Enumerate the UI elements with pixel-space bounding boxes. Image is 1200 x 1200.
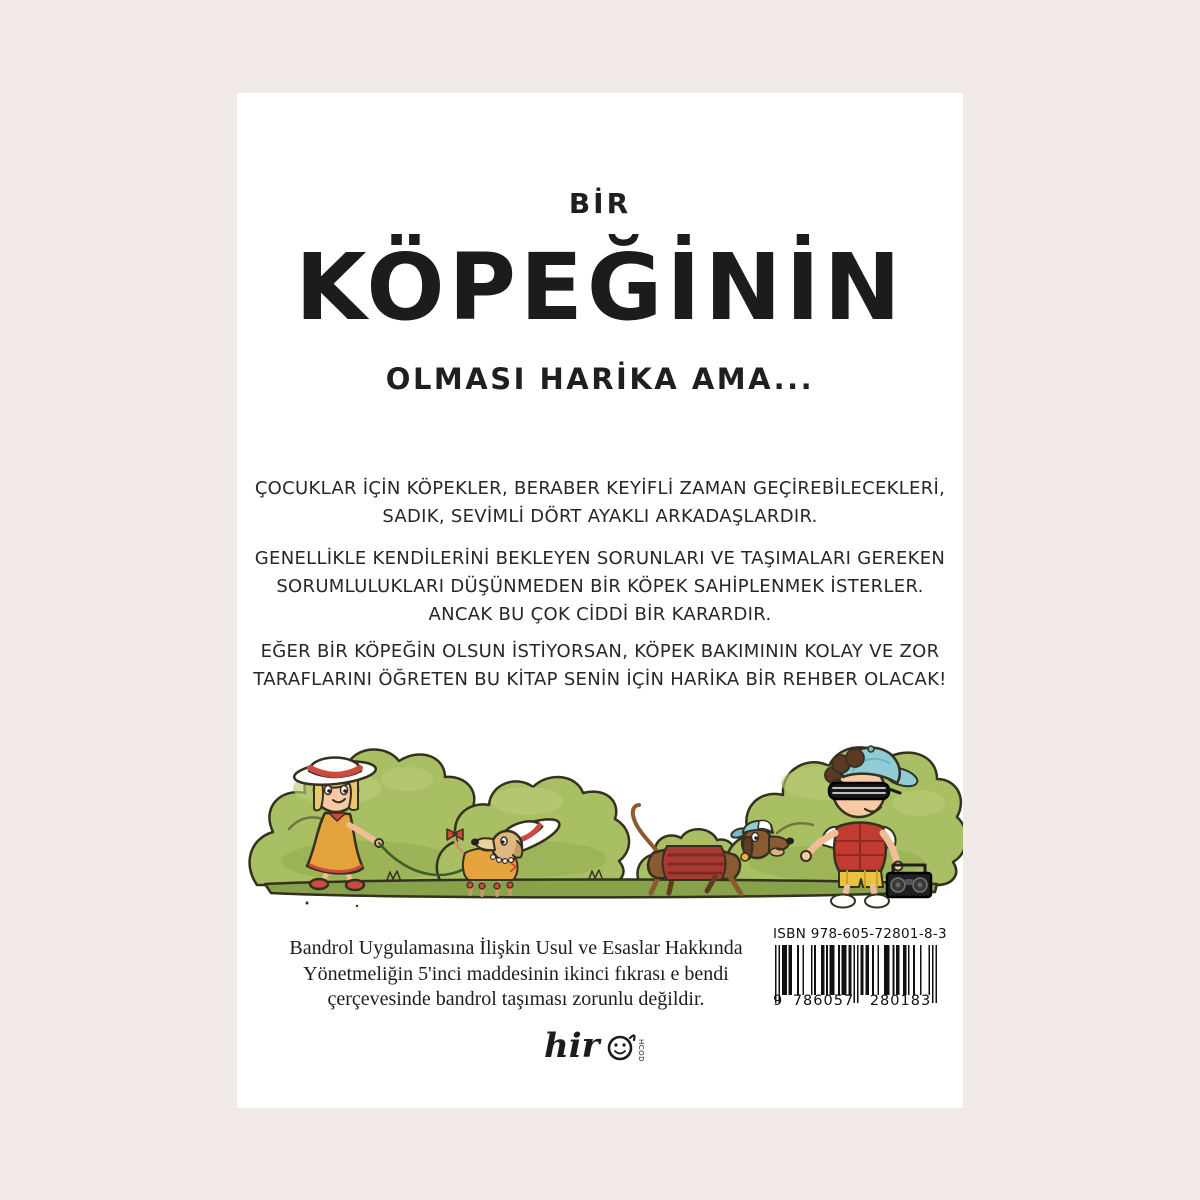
- logo-smiley-o: [609, 1035, 635, 1059]
- logo-text: hir: [544, 1026, 600, 1066]
- cover-page: [237, 93, 963, 1108]
- paragraph-3: [237, 638, 963, 694]
- copy-line: GENELLİKLE KENDİLERİNİ BEKLEYEN SORUNLARI VE TAŞIMALARI GEREKEN: [254, 548, 946, 569]
- copy-line: EĞER BİR KÖPEĞİN OLSUN İSTİYORSAN, KÖPEK BAKIMININ KOLAY VE ZOR: [260, 641, 940, 662]
- copy-line: SORUMLULUKLARI DÜŞÜNMEDEN BİR KÖPEK SAHİPLENMEK İSTERLER.: [276, 576, 924, 597]
- title-subtitle: OLMASI HARİKA AMA...: [385, 362, 815, 396]
- copy-line: TARAFLARINI ÖĞRETEN BU KİTAP SENİN İÇİN HARİKA BİR REHBER OLACAK!: [253, 669, 947, 690]
- publisher-logo-mark: [542, 1025, 658, 1071]
- logo-subtext: HCOD: [637, 1039, 645, 1063]
- title-kicker: BİR: [568, 187, 632, 220]
- barcode-digit-lead: 9: [773, 993, 783, 1009]
- paragraph-1: [237, 475, 963, 531]
- title-main: KÖPEĞİNİN: [295, 234, 905, 341]
- publisher-logo: [237, 1025, 963, 1071]
- bandrol-line: çerçevesinde bandrol taşıması zorunlu değildir.: [327, 988, 705, 1010]
- copy-line: ANCAK BU ÇOK CİDDİ BİR KARARDIR.: [428, 604, 772, 625]
- copy-line: ÇOCUKLAR İÇİN KÖPEKLER, BERABER KEYİFLİ ZAMAN GEÇİREBİLECEKLERİ,: [254, 478, 946, 499]
- collar-tag: [741, 853, 749, 861]
- barcode-digits: [773, 994, 939, 1009]
- bandrol-line: Bandrol Uygulamasına İlişkin Usul ve Esaslar Hakkında: [289, 937, 743, 959]
- bandrol-notice: [283, 936, 749, 1013]
- copy-line: SADIK, SEVİMLİ DÖRT AYAKLI ARKADAŞLARDIR.: [382, 506, 818, 527]
- barcode-digit-group2: 280183: [869, 993, 932, 1009]
- bandrol-line: Yönetmeliğin 5'inci maddesinin ikinci fıkrası e bendi: [303, 962, 729, 985]
- paragraph-2: [237, 545, 963, 629]
- isbn-barcode-block: [773, 926, 947, 1009]
- barcode-digit-group1: 786057: [792, 993, 855, 1009]
- kids-walking-dogs-illustration: [237, 733, 963, 928]
- isbn-label: ISBN 978-605-72801-8-3: [773, 926, 947, 942]
